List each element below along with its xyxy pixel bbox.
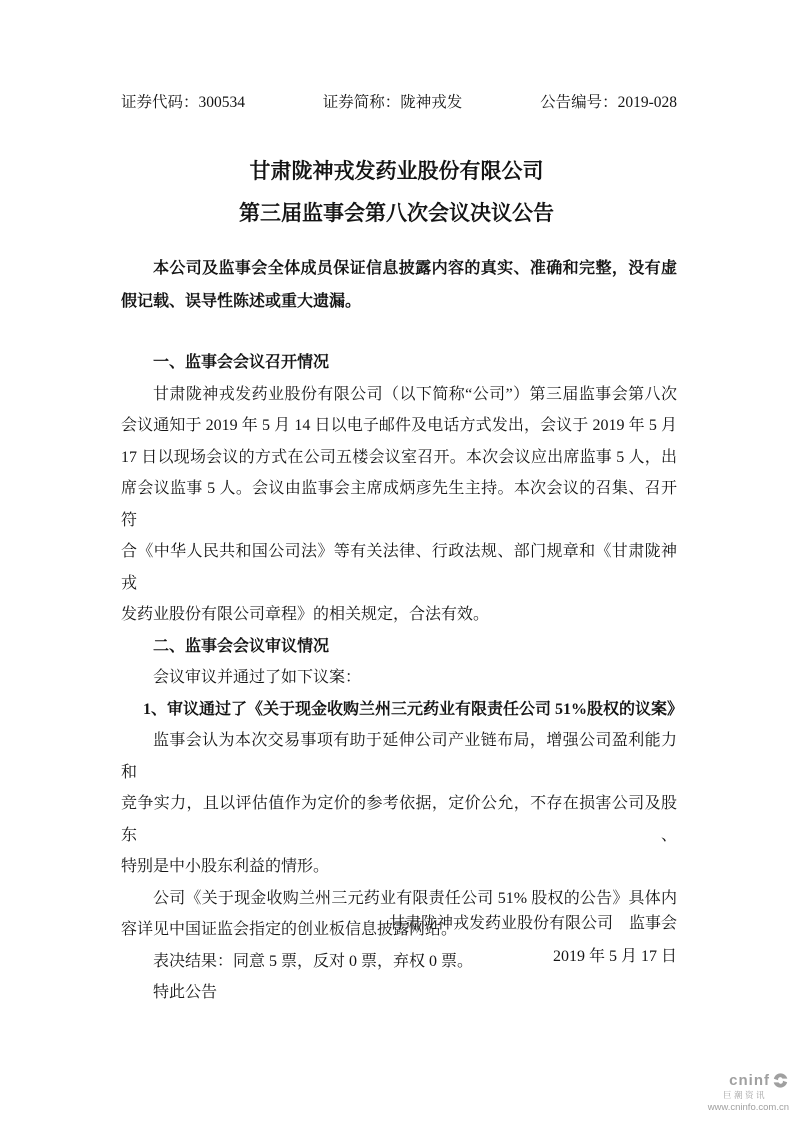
paragraph-line: 17 日以现场会议的方式在公司五楼会议室召开。本次会议应出席监事 5 人，出 (121, 448, 677, 466)
announcement-number-label: 公告编号：2019-028 (540, 94, 677, 111)
paragraph-line: 监事会认为本次交易事项有助于延伸公司产业链布局，增强公司盈利能力和 (121, 732, 677, 781)
cninfo-wordmark: cninf (729, 1072, 770, 1089)
cninfo-logo (708, 1072, 789, 1112)
paragraph-line: 席会议监事 5 人。会议由监事会主席成炳彦先生主持。本次会议的召集、召开符 (121, 480, 677, 529)
cninfo-swirl-icon (772, 1072, 789, 1089)
paragraph-line: 合《中华人民共和国公司法》等有关法律、行政法规、部门规章和《甘肃陇神戎 (121, 543, 677, 592)
document-title (0, 150, 793, 234)
paragraph-line: 公司《关于现金收购兰州三元药业有限责任公司 51% 股权的公告》具体内 (153, 889, 677, 907)
signature-block (121, 908, 677, 973)
title-line-resolution: 第三届监事会第八次会议决议公告 (239, 201, 554, 225)
section-2-heading: 二、监事会会议审议情况 (153, 637, 330, 655)
cninfo-url: www.cninfo.com.cn (707, 1101, 789, 1113)
pledge-paragraph (121, 252, 677, 318)
document-header (121, 93, 677, 113)
cninfo-cn-name: 巨潮资讯 (722, 1090, 767, 1100)
paragraph-line: 发药业股份有限公司章程》的相关规定，合法有效。 (121, 606, 490, 623)
paragraph-line: 甘肃陇神戎发药业股份有限公司（以下简称“公司”）第三届监事会第八次 (153, 385, 677, 403)
paragraph-line: 容详见中国证监会指定的创业板信息披露网站。 (121, 921, 458, 938)
pledge-line: 本公司及监事会全体成员保证信息披露内容的真实、准确和完整，没有虚 (153, 260, 677, 277)
section-1-heading: 一、监事会会议召开情况 (153, 354, 330, 371)
paragraph-line: 会议通知于 2019 年 5 月 14 日以电子邮件及电话方式发出，会议于 2019 年 5 月 (121, 417, 677, 434)
item-1-heading: 1、审议通过了《关于现金收购兰州三元药业有限责任公司 51%股权的议案》 (143, 700, 684, 718)
closing-line: 特此公告 (153, 984, 218, 1001)
signature-date-line: 2019 年 5 月 17 日 (552, 947, 677, 965)
pledge-line: 假记载、误导性陈述或重大遗漏。 (121, 293, 362, 310)
stock-short-name-label: 证券简称：陇神戎发 (322, 94, 463, 111)
paragraph-line: 特别是中小股东利益的情形。 (121, 858, 330, 875)
title-line-company: 甘肃陇神戎发药业股份有限公司 (249, 159, 544, 183)
stock-code-label: 证券代码：300534 (121, 94, 246, 111)
paragraph-line: 竞争实力，且以评估值作为定价的参考依据，定价公允，不存在损害公司及股东、 (121, 795, 677, 844)
intro-line: 会议审议并通过了如下议案： (153, 669, 362, 686)
vote-result-line: 表决结果：同意 5 票，反对 0 票，弃权 0 票。 (153, 952, 474, 970)
cninfo-wordmark-row (708, 1072, 789, 1089)
signature-company-line: 甘肃陇神戎发药业股份有限公司 监事会 (388, 915, 677, 932)
